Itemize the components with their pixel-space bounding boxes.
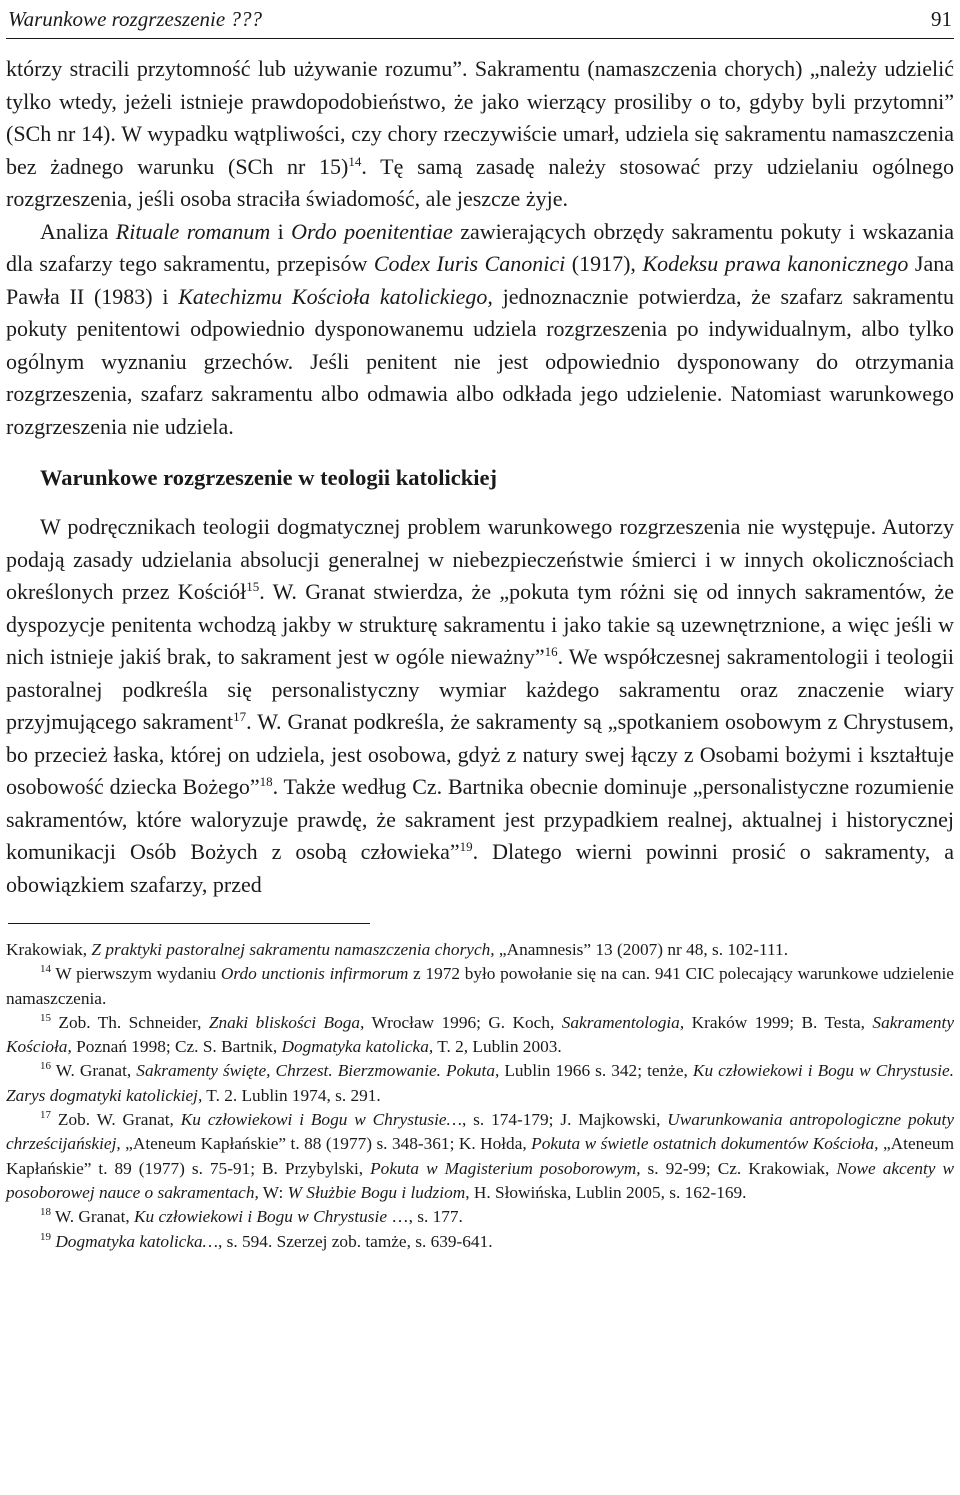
text-run: , s. 594. Szerzej zob. tamże, s. 639-641. — [218, 1231, 493, 1251]
paragraph-1-text-b: . Tę samą zasadę należy stosować przy udzielaniu ogólnego rozgrzeszenia, jeśli osoba straciła świadomość, ale jeszcze żyje. — [6, 153, 954, 211]
paragraph-1 — [6, 53, 954, 216]
text-run: „Anamnesis” 13 (2007) nr 48, s. 102-111. — [494, 940, 789, 959]
italic-title: Dogmatyka katolicka, — [281, 1037, 434, 1057]
italic-title: Dogmatyka katolicka… — [55, 1231, 219, 1251]
text-run: T. 2, Lublin 2003. — [433, 1037, 562, 1057]
paragraph-3 — [6, 511, 954, 901]
text-run: Analiza — [40, 218, 116, 244]
italic-title: Sakramenty Kościoła, — [6, 1012, 955, 1057]
italic-title: Ku człowiekowi i Bogu w Chrystusie… — [180, 1110, 462, 1130]
text-run: zawierających obrzędy sakramentu pokuty i wskazania dla szafarzy tego sakramentu, przepisów — [6, 218, 954, 276]
text-run: . Dlatego wierni powinni prosić o sakramenty, a obowiązkiem szafarzy, przed — [6, 839, 954, 897]
footnote-number: 16 — [40, 1060, 51, 1073]
text-run: s. 92-99; Cz. Krakowiak, — [640, 1158, 837, 1178]
running-header — [6, 6, 954, 39]
italic-title: Uwarunkowania antropologiczne pokuty chrześcijańskiej, — [6, 1110, 955, 1154]
italic-title: Z praktyki pastoralnej sakramentu namaszczenia chorych, — [91, 940, 495, 959]
footnote-ref-14[interactable]: 14 — [348, 153, 362, 169]
footnote-number: 14 — [40, 963, 51, 976]
footnote-ref-16[interactable]: 16 — [544, 644, 558, 659]
footnote-15 — [6, 1011, 954, 1060]
footnote-number: 17 — [40, 1109, 51, 1122]
footnote-number: 19 — [40, 1230, 51, 1243]
running-title: Warunkowe rozgrzeszenie ??? — [8, 7, 262, 31]
text-run: „Ateneum Kapłańskie” t. 89 (1977) s. 75-91; B. Przybylski, — [6, 1134, 955, 1178]
text-run: W. Granat, — [51, 1061, 137, 1081]
text-run: Zob. W. Granat, — [51, 1110, 181, 1130]
footnote-ref-19[interactable]: 19 — [459, 839, 473, 854]
text-run: W: — [258, 1182, 288, 1202]
text-run: Zob. Th. Schneider, — [51, 1012, 209, 1032]
footnote-17 — [6, 1108, 954, 1205]
footnote-14 — [6, 962, 954, 1011]
italic-title: Ordo poenitentiae — [291, 218, 453, 244]
text-run: Krakowiak, — [6, 940, 92, 959]
text-run: Kraków 1999; B. Testa, — [684, 1012, 873, 1032]
text-run: . W. Granat podkreśla, że sakramenty są „spotkaniem osobowym z Chrystusem, bo przecież łaska, której on udziela, jest osobowa, gdyż z natury swej łączy z Osobami bożymi i kształtuje osobowość dziecka Bożego” — [6, 709, 954, 799]
paragraph-2 — [6, 216, 954, 444]
italic-title: Pokuta w świetle ostatnich dokumentów Kościoła, — [531, 1134, 879, 1154]
text-run: . Także według Cz. Bartnika obecnie dominuje „personalistyczne rozumienie sakramentów, które waloryzuje prawdę, że sakrament jest przypadkiem realnej, aktualnej i historycznej komunikacji Osób Bożych z osobą człowieka” — [6, 774, 954, 864]
footnote-continuation — [6, 938, 954, 962]
text-run: Jana Pawła II (1983) i — [6, 251, 954, 309]
text-run: i — [270, 218, 292, 244]
italic-title: Katechizmu Kościoła katolickiego, — [178, 283, 493, 309]
italic-title: Kodeksu prawa kanonicznego — [642, 251, 909, 276]
footnote-18 — [6, 1205, 954, 1229]
footnote-ref-15[interactable]: 15 — [246, 579, 260, 594]
italic-title: Ku człowiekowi i Bogu w Chrystusie. Zarys dogmatyki katolickiej, — [6, 1061, 954, 1105]
text-run: (1917), — [565, 251, 643, 276]
text-run: z 1972 było powołanie się na can. 941 CIC polecający warunkowe udzielenie namaszczenia. — [6, 964, 954, 1008]
footnote-number: 15 — [40, 1011, 51, 1024]
paragraph-1-text-a: którzy stracili przytomność lub używanie rozumu”. Sakramentu (namaszczenia chorych) „należy udzielić tylko wtedy, jeżeli istnieje prawdopodobieństwo, że jako wierzący prosiliby o to, gdyby byli przytomni” (SCh nr 14). W wypadku wątpliwości, czy chory rzeczywiście umarł, udziela się sakramentu namaszczenia bez żadnego warunku (SCh nr 15) — [6, 56, 954, 179]
text-run: , s. 174-179; J. Majkowski, — [461, 1110, 668, 1130]
text-run: Wrocław 1996; G. Koch, — [364, 1012, 562, 1032]
italic-title: Nowe akcenty w posoborowej nauce o sakramentach, — [6, 1158, 954, 1202]
footnote-ref-18[interactable]: 18 — [259, 774, 273, 789]
footnotes — [6, 938, 954, 1254]
text-run: , Lublin 1966 s. 342; tenże, — [494, 1061, 693, 1081]
text-run: W. Granat, — [51, 1207, 135, 1227]
italic-title: Znaki bliskości Boga, — [208, 1012, 365, 1032]
italic-title: Codex Iuris Canonici — [373, 251, 566, 276]
italic-title: Rituale romanum — [115, 218, 271, 244]
text-run: …, s. 177. — [387, 1207, 463, 1227]
italic-title: Pokuta w Magisterium posoborowym, — [370, 1158, 641, 1178]
text-run: T. 2. Lublin 1974, s. 291. — [202, 1085, 381, 1105]
italic-title: Ordo unctionis infirmorum — [220, 964, 409, 984]
text-run: „Ateneum Kapłańskie” t. 88 (1977) s. 348-361; K. Hołda, — [120, 1134, 532, 1154]
text-run: W podręcznikach teologii dogmatycznej problem warunkowego rozgrzeszenia nie występuje. Autorzy podają zasady udzielania absolucji generalnej w niebezpieczeństwie śmierci i w innych okolicznościach określonych przez Kościół — [6, 514, 954, 604]
section-heading: Warunkowe rozgrzeszenie w teologii katolickiej — [40, 465, 497, 490]
text-run: W pierwszym wydaniu — [51, 964, 221, 984]
italic-title: Sakramenty święte, Chrzest. Bierzmowanie. Pokuta — [136, 1061, 495, 1081]
footnote-16 — [6, 1059, 954, 1108]
footnote-divider — [8, 923, 370, 924]
italic-title: W Służbie Bogu i ludziom — [287, 1182, 466, 1202]
text-run: Poznań 1998; Cz. S. Bartnik, — [71, 1037, 282, 1057]
text-run: jednoznacznie potwierdza, że szafarz sakramentu pokuty penitentowi odpowiednio dysponowanemu udziela rozgrzeszenia po indywidualnym, albo tylko ogólnym wyznaniu grzechów. Jeśli penitent nie jest odpowiednio dysponowany do otrzymania rozgrzeszenia, szafarz sakramentu albo odmawia albo odkłada jego udzielenie. Natomiast warunkowego rozgrzeszenia nie udziela. — [6, 283, 954, 439]
body-text — [6, 53, 954, 901]
footnote-19 — [6, 1230, 954, 1254]
text-run: . We współczesnej sakramentologii i teologii pastoralnej podkreśla się personalistyczny wymiar każdego sakramentu oraz znaczenie wiary przyjmującego sakrament — [6, 644, 955, 734]
footnote-ref-17[interactable]: 17 — [233, 709, 247, 724]
italic-title: Ku człowiekowi i Bogu w Chrystusie — [134, 1207, 388, 1227]
page-number: 91 — [931, 7, 952, 31]
italic-title: Sakramentologia, — [561, 1012, 685, 1032]
footnote-number: 18 — [40, 1206, 51, 1219]
text-run: , H. Słowińska, Lublin 2005, s. 162-169. — [465, 1182, 747, 1202]
text-run: . W. Granat stwierdza, że „pokuta tym różni się od innych sakramentów, że dyspozycje penitenta wchodzą jakby w strukturę sakramentu i jako takie są uzewnętrznione, a więc jeśli w nich istnieje jakiś brak, to sakrament jest w ogóle nieważny” — [6, 579, 954, 669]
